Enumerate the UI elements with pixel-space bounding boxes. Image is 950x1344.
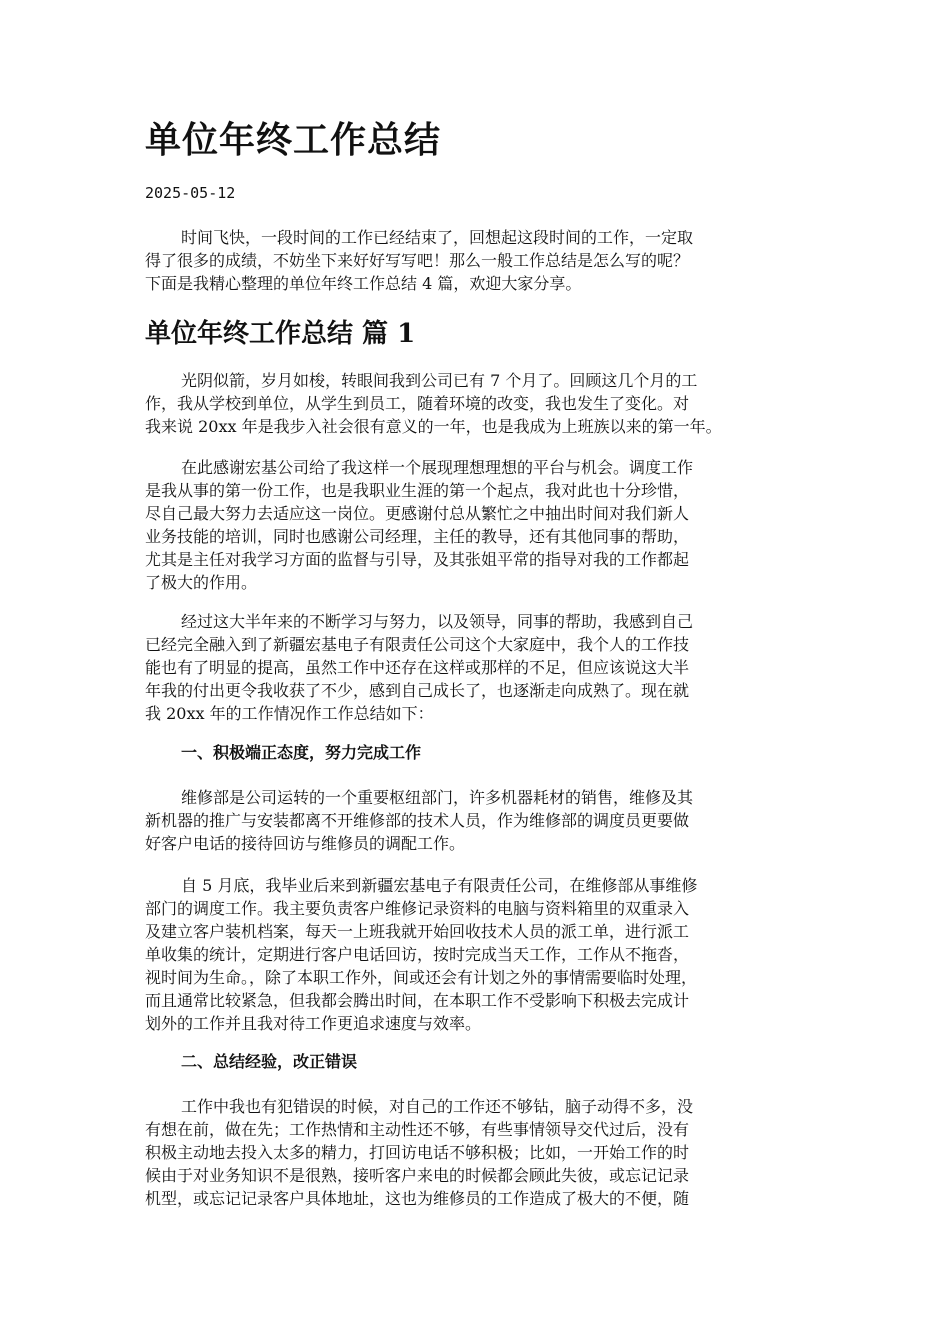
paragraph-line: 划外的工作并且我对待工作更追求速度与效率。 <box>145 1014 482 1033</box>
intro-paragraph <box>145 226 810 295</box>
subsection-heading-1: 一、积极端正态度，努力完成工作 <box>181 743 422 762</box>
intro-line: 得了很多的成绩，不妨坐下来好好写写吧！那么一般工作总结是怎么写的呢？ <box>145 251 690 270</box>
paragraph-line: 工作中我也有犯错误的时候，对自己的工作还不够钻，脑子动得不多，没 <box>181 1097 694 1116</box>
subsection-heading-2: 二、总结经验，改正错误 <box>181 1052 358 1071</box>
paragraph-line: 了极大的作用。 <box>145 573 258 592</box>
paragraph-line: 而且通常比较紧急，但我都会腾出时间，在本职工作不受影响下积极去完成计 <box>145 991 690 1010</box>
paragraph-line: 机型，或忘记记录客户具体地址，这也为维修员的工作造成了极大的不便，随 <box>145 1189 690 1208</box>
paragraph-line: 及建立客户装机档案，每天一上班我就开始回收技术人员的派工单，进行派工 <box>145 922 690 941</box>
section1-paragraph-5 <box>145 874 810 1035</box>
paragraph-line: 能也有了明显的提高，虽然工作中还存在这样或那样的不足，但应该说这大半 <box>145 658 690 677</box>
paragraph-line: 业务技能的培训，同时也感谢公司经理，主任的教导，还有其他同事的帮助， <box>145 527 690 546</box>
paragraph-line: 尤其是主任对我学习方面的监督与引导，及其张姐平常的指导对我的工作都起 <box>145 550 690 569</box>
paragraph-line: 是我从事的第一份工作，也是我职业生涯的第一个起点，我对此也十分珍惜， <box>145 481 690 500</box>
paragraph-line: 我来说 20xx 年是我步入社会很有意义的一年，也是我成为上班族以来的第一年。 <box>145 417 722 436</box>
paragraph-line: 候由于对业务知识不是很熟，接听客户来电的时候都会顾此失彼，或忘记记录 <box>145 1166 690 1185</box>
paragraph-line: 新机器的推广与安装都离不开维修部的技术人员，作为维修部的调度员更要做 <box>145 811 690 830</box>
paragraph-line: 积极主动地去投入太多的精力，打回访电话不够积极；比如，一开始工作的时 <box>145 1143 690 1162</box>
paragraph-line: 有想在前，做在先；工作热情和主动性还不够，有些事情领导交代过后，没有 <box>145 1120 690 1139</box>
document-date: 2025-05-12 <box>145 184 236 202</box>
paragraph-line: 光阴似箭，岁月如梭，转眼间我到公司已有 7 个月了。回顾这几个月的工 <box>181 371 698 390</box>
paragraph-line: 年我的付出更令我收获了不少，感到自己成长了，也逐渐走向成熟了。现在就 <box>145 681 690 700</box>
paragraph-line: 维修部是公司运转的一个重要枢纽部门，许多机器耗材的销售，维修及其 <box>181 788 694 807</box>
paragraph-line: 好客户电话的接待回访与维修员的调配工作。 <box>145 834 466 853</box>
paragraph-line: 在此感谢宏基公司给了我这样一个展现理想理想的平台与机会。调度工作 <box>181 458 694 477</box>
paragraph-line: 作，我从学校到单位，从学生到员工，随着环境的改变，我也发生了变化。对 <box>145 394 690 413</box>
intro-line: 时间飞快，一段时间的工作已经结束了，回想起这段时间的工作，一定取 <box>181 228 694 247</box>
document-title: 单位年终工作总结 <box>145 119 442 161</box>
paragraph-line: 尽自己最大努力去适应这一岗位。更感谢付总从繁忙之中抽出时间对我们新人 <box>145 504 690 523</box>
section-title: 单位年终工作总结 篇 1 <box>145 319 416 349</box>
section1-paragraph-4 <box>145 786 810 855</box>
section1-paragraph-1 <box>145 369 810 438</box>
section1-paragraph-2 <box>145 456 810 594</box>
intro-line: 下面是我精心整理的单位年终工作总结 4 篇，欢迎大家分享。 <box>145 274 582 293</box>
paragraph-line: 经过这大半年来的不断学习与努力，以及领导，同事的帮助，我感到自己 <box>181 612 694 631</box>
paragraph-line: 自 5 月底，我毕业后来到新疆宏基电子有限责任公司，在维修部从事维修 <box>181 876 698 895</box>
paragraph-line: 单收集的统计，定期进行客户电话回访，按时完成当天工作，工作从不拖沓， <box>145 945 690 964</box>
section1-paragraph-3 <box>145 610 810 725</box>
paragraph-line: 我 20xx 年的工作情况作工作总结如下： <box>145 704 434 723</box>
paragraph-line: 已经完全融入到了新疆宏基电子有限责任公司这个大家庭中，我个人的工作技 <box>145 635 690 654</box>
paragraph-line: 部门的调度工作。我主要负责客户维修记录资料的电脑与资料箱里的双重录入 <box>145 899 690 918</box>
paragraph-line: 视时间为生命。，除了本职工作外，间或还会有计划之外的事情需要临时处理， <box>145 968 698 987</box>
section1-paragraph-6 <box>145 1095 810 1210</box>
